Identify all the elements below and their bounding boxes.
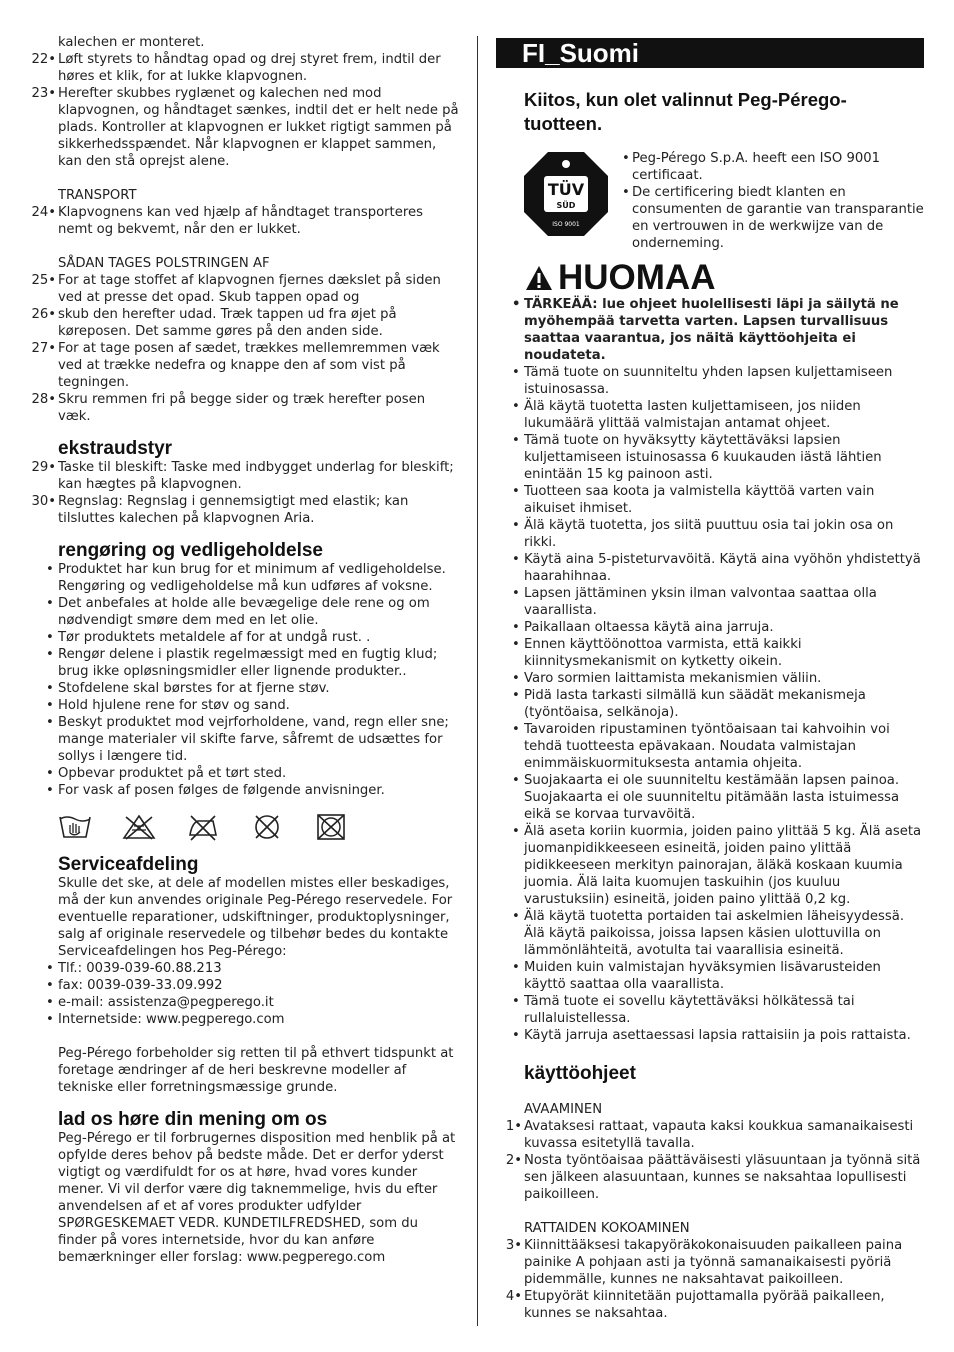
bullet-item: • De certificering biedt klanten en consumenten de garantie van transparantie en vertrouwen in de werkwijze van de onderneming.	[622, 184, 924, 252]
bullet-item: • Tavaroiden ripustaminen työntöaisaan tai kahvoihin voi tehdä tuotteesta epävakaan. Noudata valmistajan enimmäiskuormituksesta antamia ohjeita.	[496, 721, 924, 772]
step-text: Regnslag: Regnslag i gennemsigtigt med elastik; kan tilsluttes kalechen på klapvognen Aria.	[58, 494, 409, 526]
bullet-item: • Beskyt produktet mod vejrforholdene, vand, regn eller sne; mange materialer vil skifte farve, såfremt de udsættes for sollys i længere tid.	[30, 714, 460, 765]
bullet-item: • For vask af posen følges de følgende anvisninger.	[30, 782, 460, 799]
bullet-item: • Paikallaan oltaessa käytä aina jarruja.	[496, 619, 924, 636]
step-number: 2•	[505, 1153, 522, 1168]
step-text: Etupyörät kiinnitetään pujottamalla pyörää paikalleen, kunnes se naksahtaa.	[524, 1289, 885, 1321]
certification-block	[496, 150, 924, 252]
accessories-heading: ekstraudstyr	[58, 438, 173, 459]
step-text: For at tage posen af sædet, trækkes mellemremmen væk ved at trække nedefra og knappe den af som vist på tegningen.	[58, 341, 440, 390]
bullet-item: • Käytä jarruja asettaessasi lapsia rattaisiin ja pois rattaista.	[496, 1027, 924, 1044]
thanks-heading: Kiitos, kun olet valinnut Peg-Pérego-tuotteen.	[524, 89, 847, 134]
step-number: 29•	[31, 460, 56, 475]
bullet-item: • Stofdelene skal børstes for at fjerne støv.	[30, 680, 460, 697]
bullet-item: • Pidä lasta tarkasti silmällä kun säädät mekanismeja (työntöaisa, selkänoja).	[496, 687, 924, 721]
warning-title-text: HUOMAA	[558, 258, 716, 297]
tuv-sub: SÜD	[556, 201, 576, 210]
bullet-item: • Tuotteen saa koota ja valmistella käyttöä varten vain aikuiset ihmiset.	[496, 483, 924, 517]
warning-list	[496, 364, 924, 1044]
wheels-label: RATTAIDEN KOKOAMINEN	[524, 1221, 690, 1236]
step-text: Nosta työntöaisaa päättäväisesti yläsuuntaan ja työnnä sitä sen jälkeen alasuuntaan, kunnes se naksahtaa lopullisesti paikoilleen.	[524, 1153, 921, 1202]
language-banner: FI_Suomi	[496, 38, 924, 68]
bullet-item: • Varo sormien laittamista mekanismien väliin.	[496, 670, 924, 687]
continuation-text: kalechen er monteret.	[58, 35, 205, 50]
step-number: 28•	[31, 392, 56, 407]
step-text: skub den herefter udad. Træk tappen ud fra øjet på køreposen. Det samme gøres på den anden side.	[58, 307, 397, 339]
bullet-item: • Internetside: www.pegperego.com	[30, 1011, 460, 1028]
hand-wash-icon	[58, 813, 92, 841]
step-number: 23•	[31, 86, 56, 101]
step-text: Skru remmen fri på begge sider og træk herefter posen væk.	[58, 392, 426, 424]
cleaning-heading: rengøring og vedligeholdelse	[58, 540, 323, 561]
step-text: For at tage stoffet af klapvognen fjernes dækslet på siden ved at presse det opad. Skub tappen opad og	[58, 273, 441, 305]
step-text: Kiinnittääksesi takapyöräkokonaisuuden paikalleen paina painike A pohjaan asti ja työnnä samanaikaisesti pyöriä pidemmälle, kunnes ne naksahtavat paikoilleen.	[524, 1238, 903, 1287]
open-steps	[496, 1118, 924, 1203]
no-tumble-dry-icon	[314, 813, 348, 841]
tuv-iso: ISO 9001	[552, 221, 580, 228]
step-number: 22•	[31, 52, 56, 67]
contact-list	[30, 960, 460, 1028]
bullet-item: • Tämä tuote ei sovellu käytettäväksi hölkätessä tai rullaluistellessa.	[496, 993, 924, 1027]
bullet-item: • Tämä tuote on suunniteltu yhden lapsen kuljettamiseen istuinosassa.	[496, 364, 924, 398]
bullet-item: • Käytä aina 5-pisteturvavöitä. Käytä aina vyöhön yhdistettyä haarahihnaa.	[496, 551, 924, 585]
numbered-step	[30, 306, 460, 340]
step-number: 1•	[505, 1119, 522, 1134]
bullet-item: • Ennen käyttöönottoa varmista, että kaikki kiinnitysmekanismit on kytketty oikein.	[496, 636, 924, 670]
instructions-heading: käyttöohjeet	[524, 1063, 636, 1084]
steps-transport	[30, 204, 460, 238]
step-text: Løft styrets to håndtag opad og drej styret frem, indtil der høres et klik, for at lukke klapvognen.	[58, 52, 441, 84]
bullet-item: • Rengør delene i plastik regelmæssigt med en fugtig klud; brug ikke opløsningsmidler eller lignende produkter..	[30, 646, 460, 680]
bullet-item: • Älä aseta koriin kuormia, joiden paino ylittää 5 kg. Älä aseta juomanpidikkeeseen esineitä, joiden paino ylittää pidikkeeseen merkityn painorajan, äläkä koskaan kuumia juomia. Älä laita kuomujen taskuihin (jos kuuluu varustuksiin) esineitä, joiden paino ylittää 0,2 kg.	[496, 823, 924, 908]
numbered-step	[30, 85, 460, 170]
accessories-list	[30, 459, 460, 527]
service-heading: Serviceafdeling	[58, 854, 199, 875]
care-symbols	[58, 813, 460, 841]
tuv-brand: TÜV	[547, 180, 585, 199]
cert-list	[622, 150, 924, 252]
numbered-step	[30, 204, 460, 238]
step-text: Avataksesi rattaat, vapauta kaksi koukkua samanaikaisesti kuvassa esitetyllä tavalla.	[524, 1119, 914, 1151]
no-iron-icon	[186, 813, 220, 841]
step-number: 26•	[31, 307, 56, 322]
step-number: 4•	[505, 1289, 522, 1304]
open-label: AVAAMINEN	[524, 1102, 603, 1117]
warning-triangle-icon	[524, 264, 554, 292]
step-text: Taske til bleskift: Taske med indbygget underlag for bleskift; kan hægtes på klapvognen.	[58, 460, 454, 492]
step-number: 3•	[505, 1238, 522, 1253]
no-dry-clean-icon	[250, 813, 284, 841]
bullet-item: • Muiden kuin valmistajan hyväksymien lisävarusteiden käyttö saattaa olla vaarallista.	[496, 959, 924, 993]
bullet-item: • Tämä tuote on hyväksytty käytettäväksi lapsien kuljettamiseen istuinosassa 6 kuukauden iästä lähtien enintään 15 kg painoon asti.	[496, 432, 924, 483]
service-text: Skulle det ske, at dele af modellen mistes eller beskadiges, må der kun anvendes originale Peg-Pérego reservedele. For eventuelle reparationer, udskiftninger, produktoplysninger, salg af originale reservedele og tilbehør bedes du kontakte Serviceafdelingen hos Peg-Pérego:	[58, 876, 453, 959]
danish-column	[30, 34, 460, 1266]
no-bleach-icon	[122, 813, 156, 841]
bullet-item: • Hold hjulene rene for støv og sand.	[30, 697, 460, 714]
steps-upholstery	[30, 272, 460, 425]
bullet-item: • Peg-Pérego S.p.A. heeft een ISO 9001 certificaat.	[622, 150, 924, 184]
numbered-step	[496, 1288, 924, 1322]
step-number: 27•	[31, 341, 56, 356]
bullet-item: • Lapsen jättäminen yksin ilman valvontaa saattaa olla vaarallista.	[496, 585, 924, 619]
bullet-item: • Älä käytä tuotetta portaiden tai askelmien läheisyydessä. Älä käytä paikoissa, joissa lapsen käsien ulottuvilla on lämmönlähteitä, avotulta tai vaarallisia esineitä.	[496, 908, 924, 959]
numbered-step	[496, 1118, 924, 1152]
column-divider	[477, 36, 478, 1326]
bullet-item: • Älä käytä tuotetta, jos siitä puuttuu osia tai jokin osa on rikki.	[496, 517, 924, 551]
bullet-item: • e-mail: assistenza@pegperego.it	[30, 994, 460, 1011]
numbered-step	[30, 340, 460, 391]
bullet-item: • Det anbefales at holde alle bevægelige dele rene og om nødvendigt smøre dem med en let olie.	[30, 595, 460, 629]
numbered-step	[30, 459, 460, 493]
cleaning-list	[30, 561, 460, 799]
bullet-item: • Älä käytä tuotetta lasten kuljettamiseen, jos niiden lukumäärä ylittää valmistajan antamat ohjeet.	[496, 398, 924, 432]
numbered-step	[496, 1237, 924, 1288]
bullet-item: • fax: 0039-039-33.09.992	[30, 977, 460, 994]
opinion-text: Peg-Pérego er til forbrugernes disposition med henblik på at opfylde deres behov på bedste måde. Det er derfor yderst vigtigt og værdifuldt for os at høre, hvad vores kunder mener. Vi vil derfor være dig taknemmelige, hvis du efter anvendelsen af et af vores produkter udfylder SPØRGESKEMAET VEDR. KUNDETILFREDSHED, som du finder på vores internetside, hvor du kan anføre bemærkninger eller forslag: www.pegperego.com	[58, 1131, 456, 1265]
step-number: 24•	[31, 205, 56, 220]
steps-closing	[30, 51, 460, 170]
numbered-step	[30, 493, 460, 527]
step-number: 30•	[31, 494, 56, 509]
bullet-item: • Suojakaarta ei ole suunniteltu kestämään lapsen painoa. Suojakaarta ei ole suunniteltu pitämään lasta istuimessa eikä se korvaa turvavöitä.	[496, 772, 924, 823]
warning-important: • TÄRKEÄÄ: lue ohjeet huolellisesti läpi ja säilytä ne myöhempää tarvetta varten. Lapsen turvallisuus saattaa vaarantua, jos näitä käyttöohjeita ei noudateta.	[496, 296, 924, 364]
opinion-heading: lad os høre din mening om os	[58, 1109, 328, 1130]
numbered-step	[496, 1152, 924, 1203]
wheel-steps	[496, 1237, 924, 1322]
tuv-sud-iso9001-logo	[522, 150, 610, 238]
step-number: 25•	[31, 273, 56, 288]
bullet-item: • Tør produktets metaldele af for at undgå rust. .	[30, 629, 460, 646]
step-text: Herefter skubbes ryglænet og kalechen ned mod klapvognen, og håndtaget sænkes, indtil det er helt nede på plads. Kontroller at klapvognen er lukket rigtigt sammen på sikkerhedsspændet. Når klapvognen er klappet sammen, kan den stå oprejst alene.	[58, 86, 459, 169]
upholstery-label: SÅDAN TAGES POLSTRINGEN AF	[58, 256, 270, 271]
bullet-item: • Opbevar produktet på et tørt sted.	[30, 765, 460, 782]
numbered-step	[30, 272, 460, 306]
transport-label: TRANSPORT	[58, 188, 137, 203]
numbered-step	[30, 391, 460, 425]
bullet-item: • Produktet har kun brug for et minimum af vedligeholdelse. Rengøring og vedligeholdelse må kun udføres af voksne.	[30, 561, 460, 595]
finnish-column	[496, 34, 924, 1322]
numbered-step	[30, 51, 460, 85]
service-note: Peg-Pérego forbeholder sig retten til på ethvert tidspunkt at foretage ændringer af de heri beskrevne modeller af tekniske eller forretningsmæssige grunde.	[58, 1046, 454, 1095]
warning-title	[524, 260, 924, 296]
step-text: Klapvognens kan ved hjælp af håndtaget transporteres nemt og bekvemt, når den er lukket.	[58, 205, 423, 237]
bullet-item: • Tlf.: 0039-039-60.88.213	[30, 960, 460, 977]
